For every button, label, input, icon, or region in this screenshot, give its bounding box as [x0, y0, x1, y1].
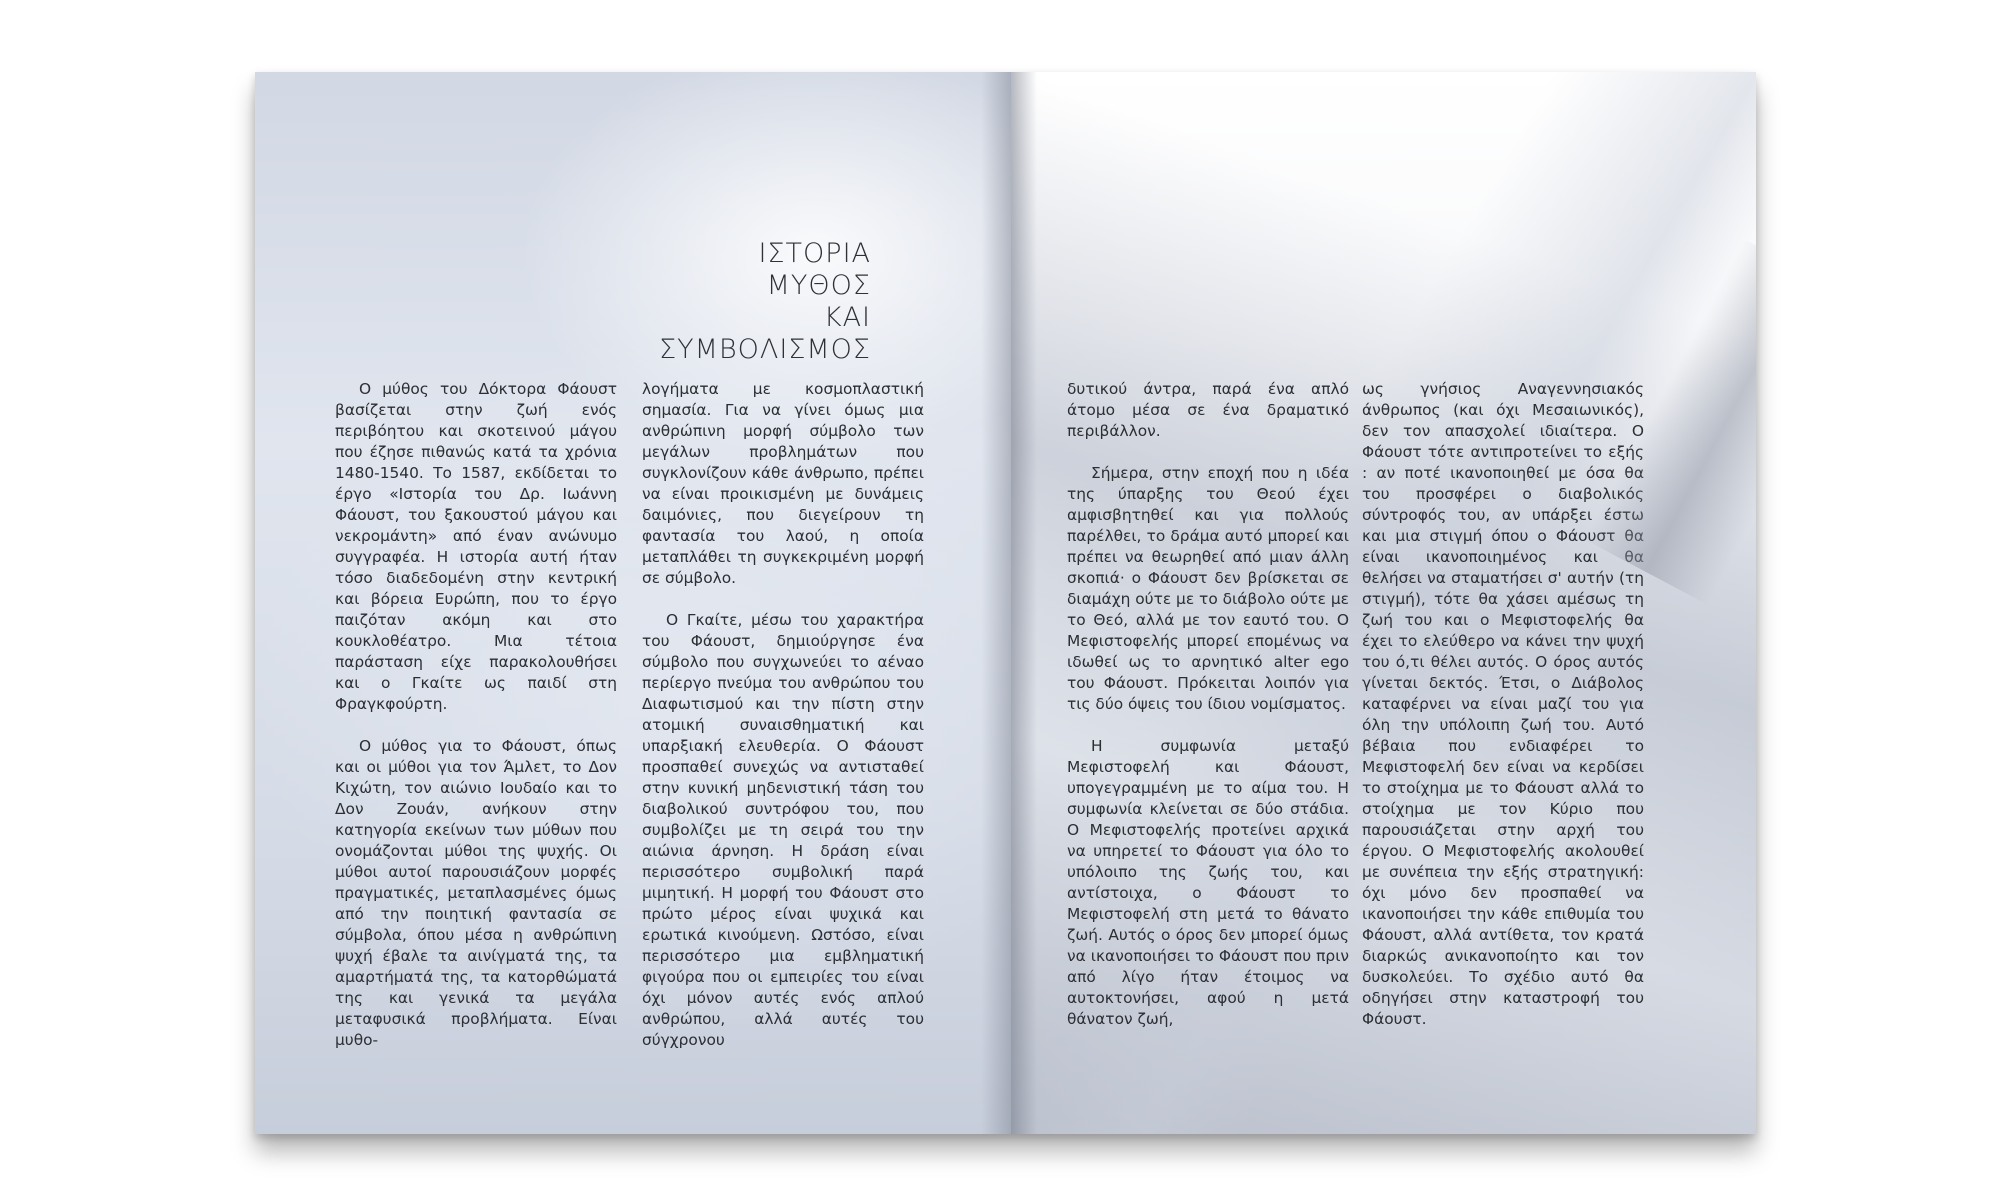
paragraph: Ο μύθος για το Φάουστ, όπως και οι μύθοι για τον Άμλετ, το Δον Κιχώτη, τον αιώνιο Ιουδαίο και το Δον Ζουάν, ανήκουν στην κατηγορία εκείνων των μύθων που ονομάζονται μύθοι της ψυχής. Οι μύθοι αυτοί παρουσιάζουν μορφές πραγματικές, μεταπλασμένες όμως από την ποιητική φαντασία σε σύμβολα, όπου μέσα η ανθρώπινη ψυχή έβαλε τα αινίγματά της, τα αμαρτήματά της, τα κατορθώματά της και γενικά τα μεγάλα μεταφυσικά προβλήματα. Είναι μυθο-: [335, 737, 617, 1049]
left-page: [255, 72, 1011, 1134]
paragraph: ως γνήσιος Αναγεννησιακός άνθρωπος (και όχι Μεσαιωνικός), δεν τον απασχολεί ιδιαίτερα. Ο Φάουστ τότε αντιπροτείνει το εξής : αν ποτέ ικανοποιηθεί με όσα θα του προσφέρει ο διαβολικός σύντροφός του, αν υπάρξει έστω και μια στιγμή όπου ο Φάουστ θα είναι ικανοποιημένος και θα θελήσει να σταματήσει σ' αυτήν (τη στιγμή), τότε θα χάσει αμέσως τη ζωή του και ο Μεφιστοφελής θα έχει το ελεύθερο να κάνει την ψυχή του ό,τι θέλει αυτός. Ο όρος αυτός γίνεται δεκτός. Έτσι, ο Διάβολος καταφέρνει να είναι μαζί του για όλη την υπόλοιπη ζωή του. Αυτό βέβαια που ενδιαφέρει το Μεφιστοφελή δεν είναι να κερδίσει το στοίχημα με το Φάουστ αλλά το στοίχημα με τον Κύριο που παρουσιάζεται στην αρχή του έργου. Ο Μεφιστοφελής ακολουθεί με συνέπεια την εξής στρατηγική: όχι μόνο δεν προσπαθεί να ικανοποιήσει την κάθε επιθυμία του Φάουστ, αλλά αντίθετα, τον κρατά διαρκώς ανικανοποίητο και τον δυσκολεύει. Το σχέδιο αυτό θα οδηγήσει στην καταστροφή του Φάουστ.: [1362, 380, 1644, 1028]
paragraph: Σήμερα, στην εποχή που η ιδέα της ύπαρξης του Θεού έχει αμφισβητηθεί και για πολλούς παρέλθει, το δράμα αυτό μπορεί και πρέπει να θεωρηθεί από μιαν άλλη σκοπιά· ο Φάουστ δεν βρίσκεται σε διαμάχη ούτε με το διάβολο ούτε με το Θεό, αλλά με τον εαυτό του. Ο Μεφιστοφελής μπορεί επομένως να ιδωθεί ως το αρνητικό alter ego του Φάουστ. Πρόκειται λοιπόν για τις δύο όψεις του ίδιου νομίσματος.: [1067, 464, 1349, 713]
text-column-2: [642, 379, 924, 1051]
paragraph: Ο Γκαίτε, μέσω του χαρακτήρα του Φάουστ, δημιούργησε ένα σύμβολο που συγχωνεύει το αέναο περίεργο πνεύμα του ανθρώπου του Διαφωτισμού και την πίστη στην ατομική συναισθηματική και υπαρξιακή ελευθερία. Ο Φάουστ προσπαθεί συνεχώς να αντισταθεί στην κυνική μηδενιστική τάση του διαβολικού συντρόφου του, που συμβολίζει με τη σειρά του την αιώνια άρνηση. Η δράση είναι περισσότερο συμβολική παρά μιμητική. Η μορφή του Φάουστ στο πρώτο μέρος είναι ψυχικά και ερωτικά κινούμενη. Ωστόσο, είναι περισσότερο μια εμβληματική φιγούρα που οι εμπειρίες του είναι όχι μόνον αυτές ενός απλού ανθρώπου, αλλά αυτές του σύγχρονου: [642, 611, 924, 1049]
title-line: ΙΣΤΟΡΙΑ: [758, 238, 871, 269]
text-column-3: [1067, 379, 1349, 1030]
paragraph: Η συμφωνία μεταξύ Μεφιστοφελή και Φάουστ, υπογεγραμμένη με το αίμα του. Η συμφωνία κλείνεται σε δύο στάδια. Ο Μεφιστοφελής προτείνει αρχικά να υπηρετεί το Φάουστ για όλο το υπόλοιπο της ζωής του, και αντίστοιχα, ο Φάουστ το Μεφιστοφελή στη μετά το θάνατο ζωή. Αυτός ο όρος δεν μπορεί όμως να ικανοποιήσει το Φάουστ που πριν από λίγο ήταν έτοιμος να αυτοκτονήσει, αφού η μετά θάνατον ζωή,: [1067, 737, 1349, 1028]
text-column-1: [335, 379, 617, 1051]
title-line: ΜΥΘΟΣ: [766, 270, 871, 301]
open-booklet: [255, 72, 1756, 1134]
article-title: [659, 238, 871, 366]
paragraph: Ο μύθος του Δόκτορα Φάουστ βασίζεται στην ζωή ενός περιβόητου και σκοτεινού μάγου που έζησε πιθανώς κατά τα χρόνια 1480-1540. Το 1587, εκδίδεται το έργο «Ιστορία του Δρ. Ιωάννη Φάουστ, του ξακουστού μάγου και νεκρομάντη» από έναν ανώνυμο συγγραφέα. Η ιστορία αυτή ήταν τόσο διαδεδομένη στην κεντρική και βόρεια Ευρώπη, που το έργο παιζόταν ακόμη και στο κουκλοθέατρο. Μια τέτοια παράσταση είχε παρακολουθήσει και ο Γκαίτε ως παιδί στη Φραγκφούρτη.: [335, 380, 617, 713]
title-line: ΣΥΜΒΟΛΙΣΜΟΣ: [659, 334, 871, 365]
paragraph: δυτικού άντρα, παρά ένα απλό άτομο μέσα σε ένα δραματικό περιβάλλον.: [1067, 380, 1349, 440]
text-column-4: [1362, 379, 1644, 1030]
title-line: ΚΑΙ: [823, 302, 871, 333]
paragraph: λογήματα με κοσμοπλαστική σημασία. Για να γίνει όμως μια ανθρώπινη μορφή σύμβολο των μεγάλων προβλημάτων που συγκλονίζουν κάθε άνθρωπο, πρέπει να είναι προικισμένη με δυνάμεις δαιμόνιες, που διεγείρουν τη φαντασία του λαού, η οποία μεταπλάθει τη συγκεκριμένη μορφή σε σύμβολο.: [642, 380, 924, 587]
right-page: [1011, 72, 1756, 1134]
